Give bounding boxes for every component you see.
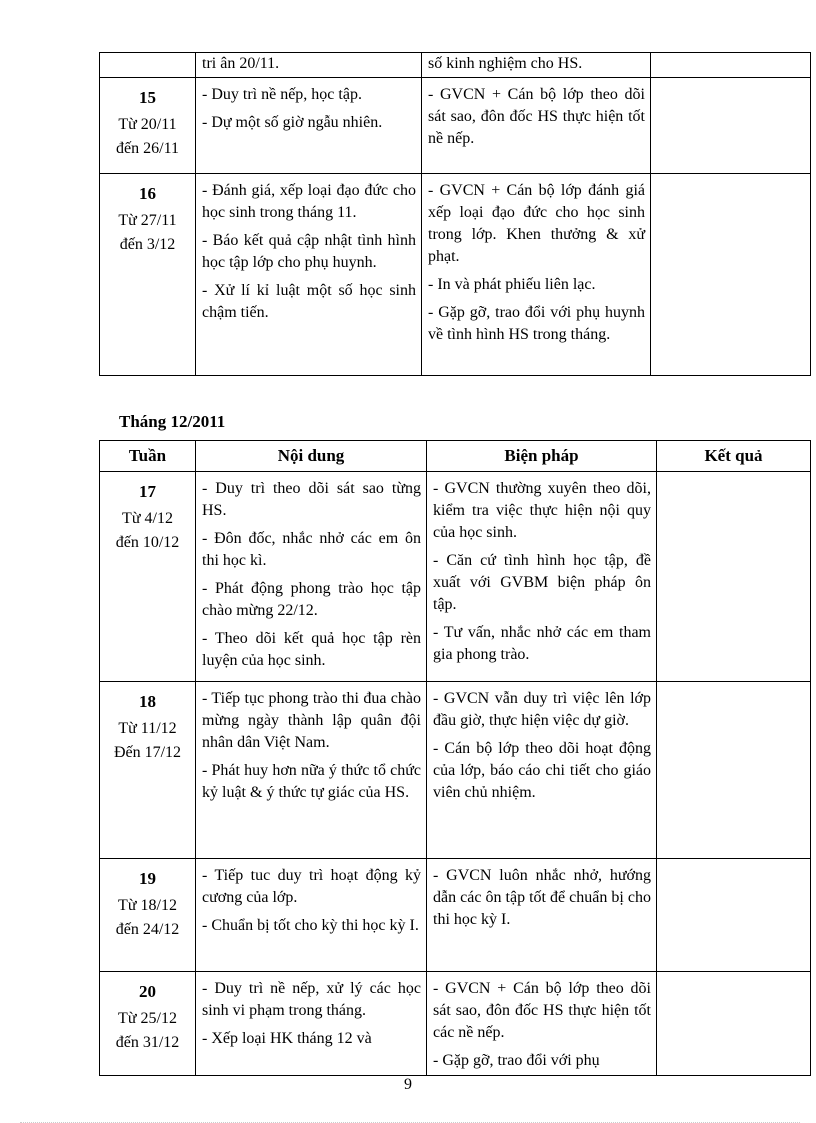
week-cell: 17 Từ 4/12 đến 10/12 bbox=[100, 472, 196, 682]
measures-header: Biện pháp bbox=[427, 441, 657, 472]
content-cell: - Tiếp tuc duy trì hoạt động kỷ cương của lớp. - Chuẩn bị tốt cho kỳ thi học kỳ I. bbox=[196, 859, 427, 972]
measures-cell: - GVCN luôn nhắc nhở, hướng dẫn các ôn tập tốt để chuẩn bị cho thi học kỳ I. bbox=[427, 859, 657, 972]
result-header: Kết quả bbox=[657, 441, 811, 472]
week-cell: 19 Từ 18/12 đến 24/12 bbox=[100, 859, 196, 972]
week-cell: 15 Từ 20/11 đến 26/11 bbox=[100, 78, 196, 174]
table-row bbox=[100, 472, 811, 682]
month-heading: Tháng 12/2011 bbox=[119, 412, 226, 431]
content-cell: - Duy trì nề nếp, xử lý các học sinh vi phạm trong tháng. - Xếp loại HK tháng 12 và bbox=[196, 972, 427, 1076]
content-cell: tri ân 20/11. bbox=[196, 53, 422, 78]
measures-cell: - GVCN + Cán bộ lớp theo dõi sát sao, đôn đốc HS thực hiện tốt nề nếp. bbox=[422, 78, 651, 174]
result-cell bbox=[657, 472, 811, 682]
table-row bbox=[100, 859, 811, 972]
week-cell: 20 Từ 25/12 đến 31/12 bbox=[100, 972, 196, 1076]
plan-table-december bbox=[99, 440, 811, 1076]
table-row bbox=[100, 53, 811, 78]
week-header: Tuần bbox=[100, 441, 196, 472]
result-cell bbox=[651, 78, 811, 174]
week-cell: 18 Từ 11/12 Đến 17/12 bbox=[100, 682, 196, 859]
table-row bbox=[100, 682, 811, 859]
measures-cell: - GVCN + Cán bộ lớp theo dõi sát sao, đôn đốc HS thực hiện tốt các nề nếp. - Gặp gỡ, trao đổi với phụ bbox=[427, 972, 657, 1076]
table-header-row bbox=[100, 441, 811, 472]
result-cell bbox=[651, 53, 811, 78]
result-cell bbox=[657, 972, 811, 1076]
content-cell: - Duy trì nề nếp, học tập. - Dự một số giờ ngẫu nhiên. bbox=[196, 78, 422, 174]
table-row bbox=[100, 78, 811, 174]
table-row bbox=[100, 174, 811, 376]
result-cell bbox=[657, 682, 811, 859]
result-cell bbox=[651, 174, 811, 376]
content-cell: - Duy trì theo dõi sát sao từng HS. - Đôn đốc, nhắc nhở các em ôn thi học kì. - Phát động phong trào học tập chào mừng 22/12. - Theo dõi kết quả học tập rèn luyện của học sinh. bbox=[196, 472, 427, 682]
content-cell: - Tiếp tục phong trào thi đua chào mừng ngày thành lập quân đội nhân dân Việt Nam. - Phát huy hơn nữa ý thức tổ chức kỷ luật & ý thức tự giác của HS. bbox=[196, 682, 427, 859]
content-header: Nội dung bbox=[196, 441, 427, 472]
page-number: 9 bbox=[404, 1076, 412, 1093]
content-cell: - Đánh giá, xếp loại đạo đức cho học sinh trong tháng 11. - Báo kết quả cập nhật tình hình học tập lớp cho phụ huynh. - Xử lí kỉ luật một số học sinh chậm tiến. bbox=[196, 174, 422, 376]
result-cell bbox=[657, 859, 811, 972]
measures-cell: - GVCN vẫn duy trì việc lên lớp đầu giờ, thực hiện việc dự giờ. - Cán bộ lớp theo dõi hoạt động của lớp, báo cáo chi tiết cho giáo viên chủ nhiệm. bbox=[427, 682, 657, 859]
plan-table-continued bbox=[99, 52, 811, 376]
measures-cell: số kinh nghiệm cho HS. bbox=[422, 53, 651, 78]
table-row bbox=[100, 972, 811, 1076]
measures-cell: - GVCN thường xuyên theo dõi, kiểm tra việc thực hiện nội quy của học sinh. - Căn cứ tình hình học tập, đề xuất với GVBM biện pháp ôn tập. - Tư vấn, nhắc nhở các em tham gia phong trào. bbox=[427, 472, 657, 682]
week-cell: 16 Từ 27/11 đến 3/12 bbox=[100, 174, 196, 376]
measures-cell: - GVCN + Cán bộ lớp đánh giá xếp loại đạo đức cho học sinh trong lớp. Khen thưởng & xử phạt. - In và phát phiếu liên lạc. - Gặp gỡ, trao đổi với phụ huynh về tình hình HS trong tháng. bbox=[422, 174, 651, 376]
